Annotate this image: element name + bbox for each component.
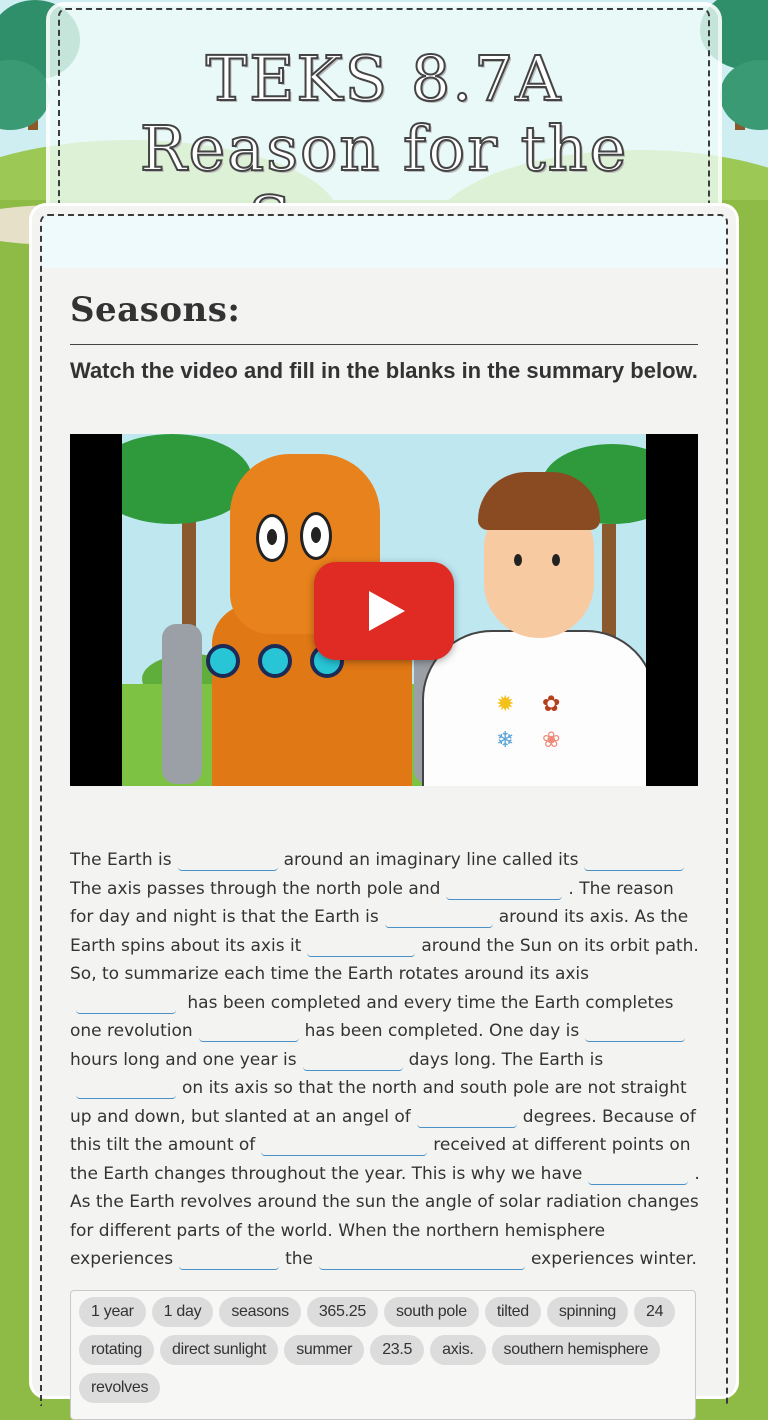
video-player[interactable]	[70, 434, 698, 786]
blank-15[interactable]	[319, 1247, 525, 1270]
summary-text: has been completed. One day is	[304, 1021, 580, 1041]
blank-2[interactable]	[584, 848, 684, 871]
blank-11[interactable]	[417, 1105, 517, 1128]
play-button[interactable]	[314, 562, 454, 660]
robot-eye-left	[256, 514, 288, 562]
word-chip[interactable]: summer	[284, 1335, 364, 1365]
word-chip[interactable]: 365.25	[307, 1297, 378, 1327]
word-chip[interactable]: 1 day	[152, 1297, 214, 1327]
word-chip[interactable]: axis.	[430, 1335, 485, 1365]
instructions: Watch the video and fill in the blanks in the summary below.	[70, 358, 698, 383]
blank-3[interactable]	[446, 877, 562, 900]
blank-5[interactable]	[307, 934, 415, 957]
boy-eye-left	[514, 554, 522, 566]
summary-paragraph	[70, 846, 700, 1274]
robot-arm-left	[162, 624, 202, 784]
blank-9[interactable]	[303, 1048, 403, 1071]
word-chip[interactable]: 24	[634, 1297, 675, 1327]
sun-icon: ✹	[496, 692, 515, 717]
word-chip[interactable]: direct sunlight	[160, 1335, 278, 1365]
robot-pupil-right	[311, 527, 321, 543]
blank-4[interactable]	[385, 905, 493, 928]
play-icon	[369, 591, 405, 631]
word-chip[interactable]: southern hemisphere	[492, 1335, 661, 1365]
summary-text: The Earth is	[70, 850, 172, 870]
summary-text: received at different points on the Earth changes throughout the year. This is why we have	[70, 1135, 691, 1184]
page-title: TEKS 8.7A Reason for the	[139, 42, 629, 185]
title-card	[50, 6, 718, 221]
summary-text: on its axis so that the north and south pole are not straight up and down, but slanted at an angel of	[70, 1078, 687, 1127]
word-bank	[70, 1290, 696, 1420]
snowflake-icon: ❄	[496, 728, 515, 753]
summary-text: has been completed and every time the Earth completes one revolution	[70, 992, 674, 1041]
summary-text: around the Sun on its orbit path. So, to summarize each time the Earth rotates around its axis	[70, 935, 699, 984]
blank-1[interactable]	[178, 848, 278, 871]
word-chip[interactable]: spinning	[547, 1297, 628, 1327]
content-header-band	[42, 216, 726, 268]
leaf-icon: ✿	[542, 692, 561, 717]
summary-text: days long. The Earth is	[408, 1049, 604, 1070]
summary-text: around an imaginary line called its	[283, 850, 579, 870]
content-card	[32, 206, 736, 1396]
boy-eye-right	[552, 554, 560, 566]
blank-8[interactable]	[585, 1019, 685, 1042]
word-chip[interactable]: 23.5	[370, 1335, 424, 1365]
summary-text: the	[285, 1249, 313, 1269]
section-title: Seasons:	[70, 290, 241, 330]
summary-text: around its axis. As the Earth spins about its axis it	[70, 907, 689, 956]
summary-text: experiences winter.	[531, 1249, 697, 1269]
blank-6[interactable]	[76, 991, 176, 1014]
summary-text: degrees. Because of this tilt the amount of	[70, 1106, 696, 1155]
word-chip[interactable]: south pole	[384, 1297, 479, 1327]
section-divider	[70, 344, 698, 345]
summary-text: hours long and one year is	[70, 1049, 297, 1070]
flower-icon: ❀	[542, 728, 561, 753]
summary-text: . As the Earth revolves around the sun the angle of solar radiation changes for different parts of the world. When the northern hemisphere experiences	[70, 1163, 700, 1269]
word-chip[interactable]: revolves	[79, 1373, 160, 1403]
blank-13[interactable]	[588, 1162, 688, 1185]
blank-7[interactable]	[199, 1019, 299, 1042]
blank-14[interactable]	[179, 1247, 279, 1270]
blank-10[interactable]	[76, 1076, 176, 1099]
summary-text: . The reason for day and night is that the Earth is	[70, 878, 674, 927]
robot-light-2	[258, 644, 292, 678]
robot-pupil-left	[267, 529, 277, 545]
blank-12[interactable]	[261, 1133, 427, 1156]
robot-light-1	[206, 644, 240, 678]
robot-eye-right	[300, 512, 332, 560]
word-chip[interactable]: rotating	[79, 1335, 154, 1365]
boy-shirt	[422, 630, 646, 786]
word-chip[interactable]: 1 year	[79, 1297, 146, 1327]
word-chip[interactable]: tilted	[485, 1297, 541, 1327]
word-chip[interactable]: seasons	[219, 1297, 301, 1327]
summary-text: The axis passes through the north pole and	[70, 878, 441, 899]
